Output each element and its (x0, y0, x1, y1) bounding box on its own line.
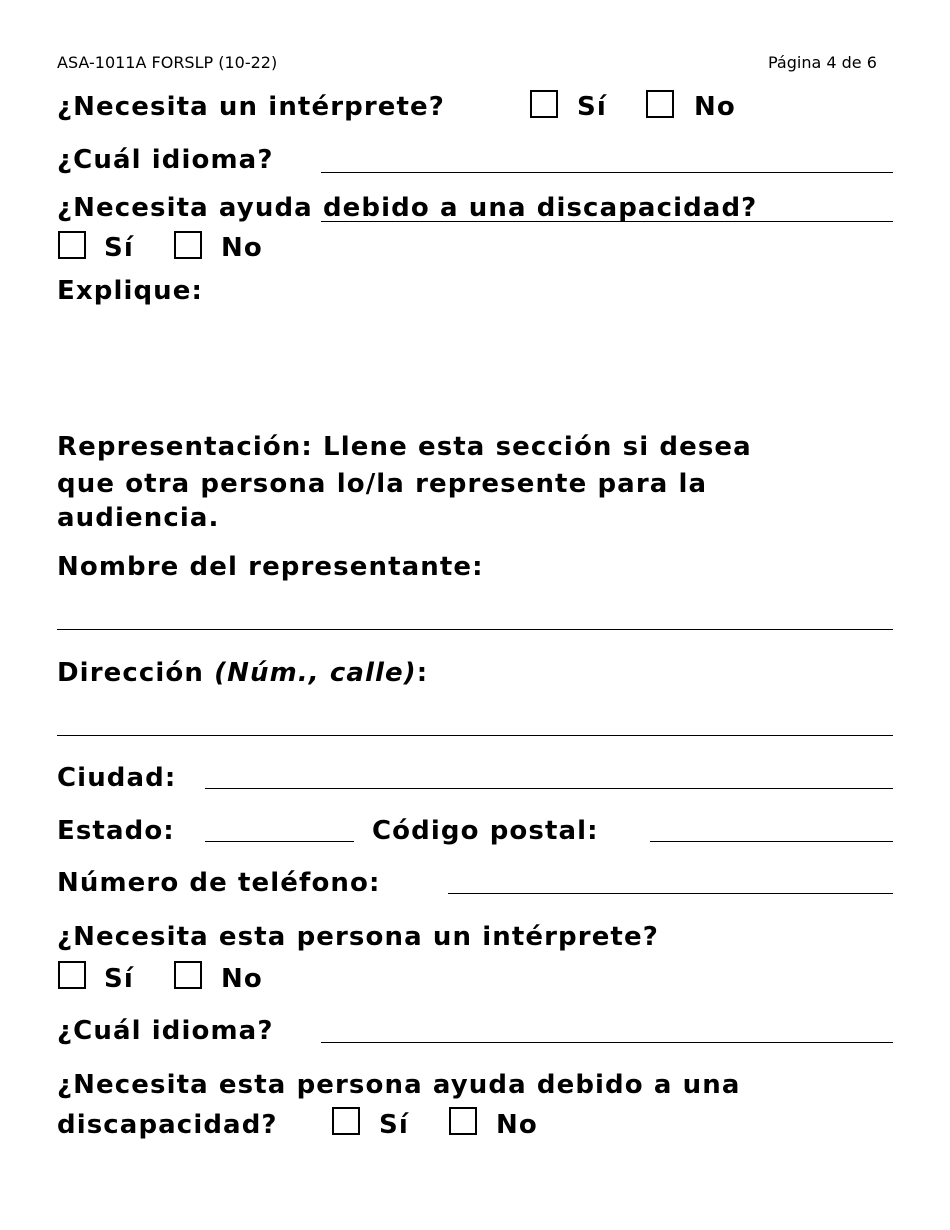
phone-label: Número de teléfono: (57, 868, 381, 898)
representation-intro-line1: Representación: Llene esta sección si desea (57, 432, 752, 462)
page-indicator: Página 4 de 6 (768, 53, 877, 72)
city-label: Ciudad: (57, 763, 177, 793)
rep-disability-yes-label: Sí (379, 1110, 409, 1140)
rep-disability-question-line1: ¿Necesita esta persona ayuda debido a una (57, 1070, 741, 1100)
rep-language-label: ¿Cuál idioma? (57, 1016, 274, 1046)
interpreter-no-label: No (694, 92, 736, 122)
representative-name-underline (57, 629, 893, 630)
form-id: ASA-1011A FORSLP (10-22) (57, 53, 278, 72)
interpreter-no-checkbox[interactable] (646, 90, 674, 118)
disability-underline (321, 221, 893, 222)
disability-no-checkbox[interactable] (174, 231, 202, 259)
rep-disability-question-line2: discapacidad? (57, 1110, 278, 1140)
rep-interpreter-no-label: No (221, 964, 263, 994)
address-label: Dirección (Núm., calle): (57, 658, 429, 688)
representative-name-input[interactable] (57, 604, 893, 628)
representation-intro-line3: audiencia. (57, 503, 220, 533)
zip-input[interactable] (652, 817, 892, 841)
state-input[interactable] (207, 817, 353, 841)
rep-interpreter-no-checkbox[interactable] (174, 961, 202, 989)
rep-interpreter-yes-label: Sí (104, 964, 134, 994)
language-input[interactable] (322, 148, 892, 172)
rep-language-input[interactable] (322, 1018, 892, 1042)
rep-interpreter-question: ¿Necesita esta persona un intérprete? (57, 922, 659, 952)
language-underline (321, 172, 893, 173)
address-hint: (Núm., calle) (214, 658, 417, 688)
state-label: Estado: (57, 816, 175, 846)
interpreter-yes-checkbox[interactable] (530, 90, 558, 118)
representative-name-label: Nombre del representante: (57, 552, 484, 582)
representation-intro-line2: que otra persona lo/la represente para la (57, 469, 708, 499)
disability-no-label: No (221, 233, 263, 263)
address-underline (57, 735, 893, 736)
zip-label: Código postal: (372, 816, 599, 846)
disability-yes-label: Sí (104, 233, 134, 263)
state-underline (205, 841, 354, 842)
address-input[interactable] (57, 710, 893, 734)
rep-disability-no-label: No (496, 1110, 538, 1140)
rep-disability-no-checkbox[interactable] (449, 1107, 477, 1135)
explain-label: Explique: (57, 276, 204, 306)
disability-question: ¿Necesita ayuda debido a una discapacidad? (57, 193, 758, 223)
zip-underline (650, 841, 893, 842)
rep-interpreter-yes-checkbox[interactable] (58, 961, 86, 989)
city-underline (205, 788, 893, 789)
phone-input[interactable] (450, 869, 892, 893)
city-input[interactable] (207, 764, 891, 788)
interpreter-question: ¿Necesita un intérprete? (57, 92, 445, 122)
phone-underline (448, 893, 893, 894)
rep-language-underline (321, 1042, 893, 1043)
interpreter-yes-label: Sí (577, 92, 607, 122)
explain-textarea[interactable] (57, 310, 893, 420)
rep-disability-yes-checkbox[interactable] (332, 1107, 360, 1135)
disability-yes-checkbox[interactable] (58, 231, 86, 259)
language-label: ¿Cuál idioma? (57, 145, 274, 175)
